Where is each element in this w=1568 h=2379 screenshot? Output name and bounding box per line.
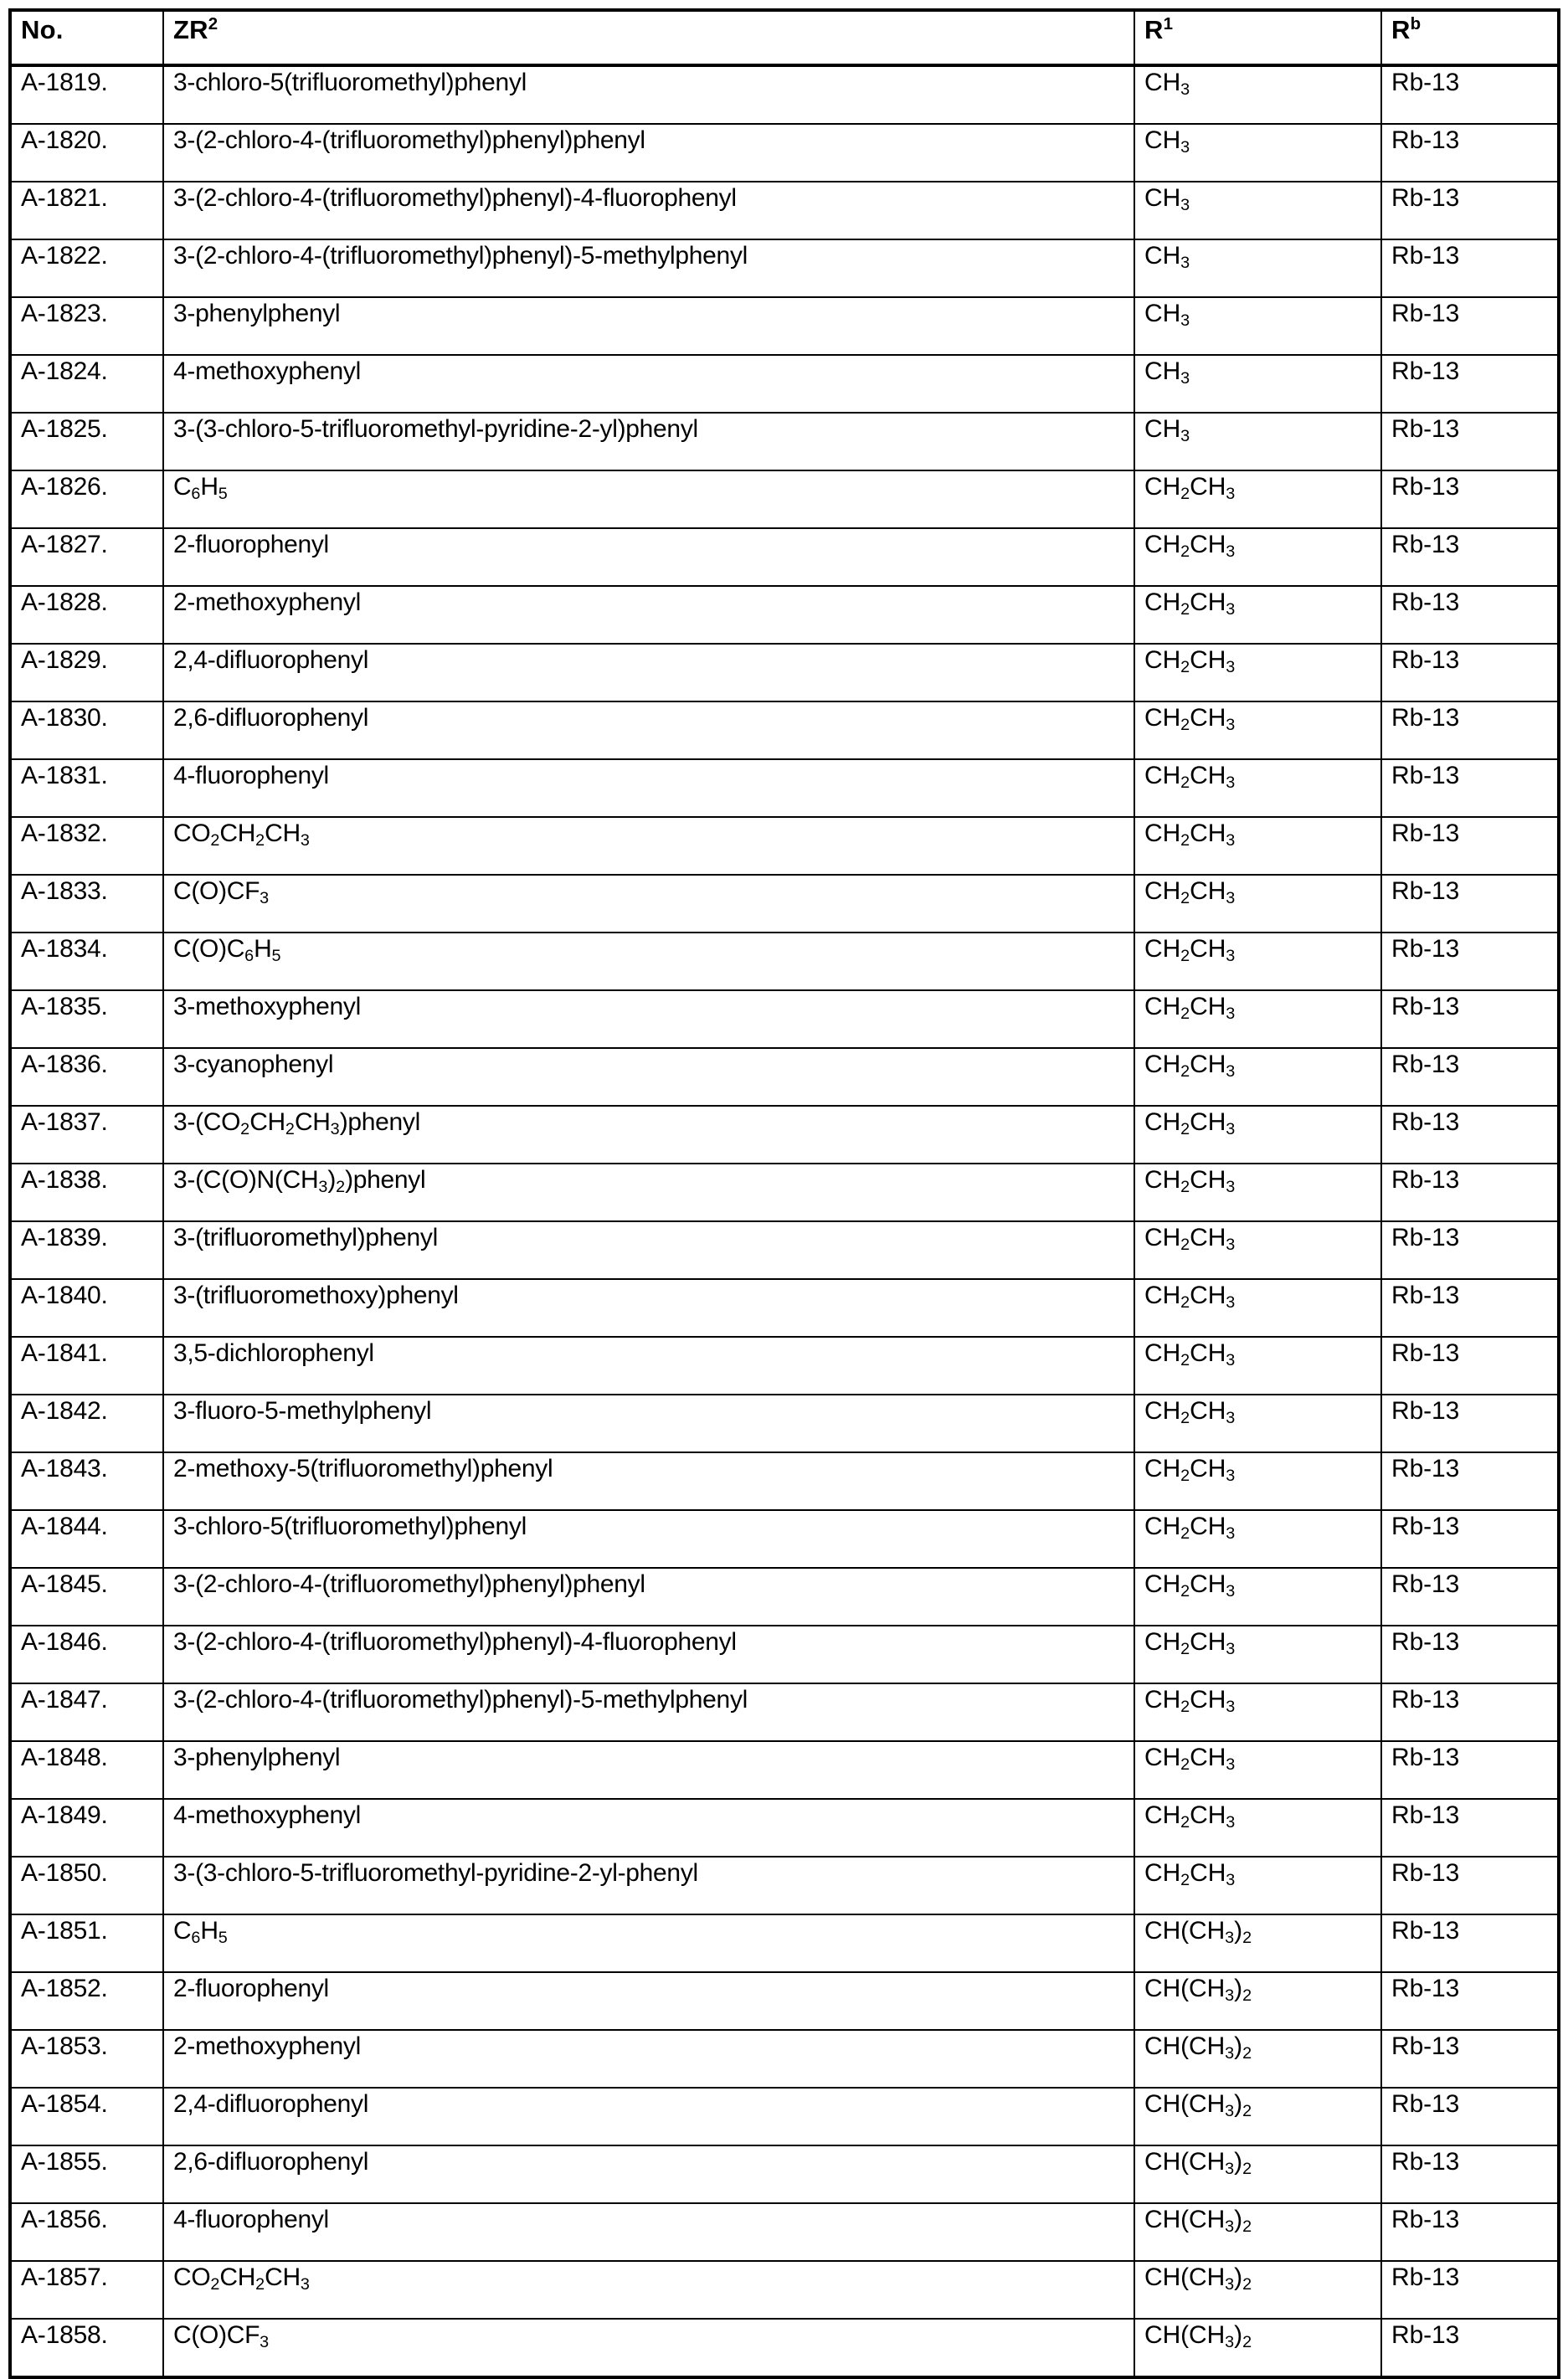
cell-r1-substituent: $CH(CH_3)_2$ xyxy=(1134,1972,1381,2030)
cell-compound-number: A-1836. xyxy=(10,1048,163,1106)
table-row xyxy=(10,413,1559,470)
cell-compound-number: A-1857. xyxy=(10,2261,163,2319)
table-row xyxy=(10,239,1559,297)
cell-zr2-substituent: $C(O)CF_3$ xyxy=(163,875,1134,933)
cell-compound-number: A-1845. xyxy=(10,1568,163,1626)
cell-r1-substituent: $CH_2CH_3$ xyxy=(1134,1683,1381,1741)
table-row xyxy=(10,2145,1559,2203)
cell-r1-substituent: $CH_3$ xyxy=(1134,182,1381,239)
table-row xyxy=(10,990,1559,1048)
cell-compound-number: A-1854. xyxy=(10,2088,163,2145)
table-row xyxy=(10,355,1559,413)
table-row xyxy=(10,65,1559,124)
table-row xyxy=(10,1395,1559,1452)
cell-rb-substituent: Rb-13 xyxy=(1381,1164,1559,1221)
cell-zr2-substituent: 4-methoxyphenyl xyxy=(163,355,1134,413)
cell-rb-substituent: Rb-13 xyxy=(1381,759,1559,817)
table-row xyxy=(10,1106,1559,1164)
cell-zr2-substituent: $C_6H_5$ xyxy=(163,470,1134,528)
cell-rb-substituent: Rb-13 xyxy=(1381,875,1559,933)
table-row xyxy=(10,297,1559,355)
cell-r1-substituent: $CH_2CH_3$ xyxy=(1134,1568,1381,1626)
cell-rb-substituent: Rb-13 xyxy=(1381,528,1559,586)
cell-compound-number: A-1828. xyxy=(10,586,163,644)
cell-compound-number: A-1825. xyxy=(10,413,163,470)
cell-r1-substituent: $CH(CH_3)_2$ xyxy=(1134,2319,1381,2377)
table-row xyxy=(10,2261,1559,2319)
table-row xyxy=(10,470,1559,528)
cell-rb-substituent: Rb-13 xyxy=(1381,297,1559,355)
cell-rb-substituent: Rb-13 xyxy=(1381,990,1559,1048)
cell-r1-substituent: $CH_3$ xyxy=(1134,355,1381,413)
cell-zr2-substituent: 3-(2-chloro-4-(trifluoromethyl)phenyl)phenyl xyxy=(163,124,1134,182)
cell-r1-substituent: $CH_2CH_3$ xyxy=(1134,1452,1381,1510)
table-row xyxy=(10,1221,1559,1279)
cell-r1-substituent: $CH_2CH_3$ xyxy=(1134,1799,1381,1857)
table-row xyxy=(10,2203,1559,2261)
cell-zr2-substituent: 3-(trifluoromethyl)phenyl xyxy=(163,1221,1134,1279)
cell-rb-substituent: Rb-13 xyxy=(1381,2261,1559,2319)
cell-rb-substituent: Rb-13 xyxy=(1381,817,1559,875)
cell-zr2-substituent: $C(O)C_6H_5$ xyxy=(163,933,1134,990)
column-header-r1: $R^1$ xyxy=(1134,10,1381,65)
table-row xyxy=(10,1914,1559,1972)
cell-r1-substituent: $CH_3$ xyxy=(1134,297,1381,355)
cell-compound-number: A-1820. xyxy=(10,124,163,182)
cell-compound-number: A-1837. xyxy=(10,1106,163,1164)
cell-compound-number: A-1823. xyxy=(10,297,163,355)
cell-r1-substituent: $CH_2CH_3$ xyxy=(1134,701,1381,759)
cell-zr2-substituent: 2,4-difluorophenyl xyxy=(163,644,1134,701)
table-row xyxy=(10,644,1559,701)
cell-rb-substituent: Rb-13 xyxy=(1381,1106,1559,1164)
table-row xyxy=(10,1452,1559,1510)
cell-compound-number: A-1855. xyxy=(10,2145,163,2203)
cell-r1-substituent: $CH(CH_3)_2$ xyxy=(1134,2030,1381,2088)
table-body xyxy=(10,65,1559,2377)
cell-r1-substituent: $CH_2CH_3$ xyxy=(1134,644,1381,701)
cell-rb-substituent: Rb-13 xyxy=(1381,1626,1559,1683)
column-header-zr2: $ZR^2$ xyxy=(163,10,1134,65)
cell-compound-number: A-1832. xyxy=(10,817,163,875)
cell-rb-substituent: Rb-13 xyxy=(1381,1221,1559,1279)
cell-zr2-substituent: $C(O)CF_3$ xyxy=(163,2319,1134,2377)
table-row xyxy=(10,1048,1559,1106)
cell-rb-substituent: Rb-13 xyxy=(1381,239,1559,297)
cell-rb-substituent: Rb-13 xyxy=(1381,470,1559,528)
cell-rb-substituent: Rb-13 xyxy=(1381,1048,1559,1106)
table-row xyxy=(10,759,1559,817)
cell-rb-substituent: Rb-13 xyxy=(1381,2145,1559,2203)
cell-zr2-substituent: 3-(2-chloro-4-(trifluoromethyl)phenyl)phenyl xyxy=(163,1568,1134,1626)
cell-zr2-substituent: 3-(2-chloro-4-(trifluoromethyl)phenyl)-4-fluorophenyl xyxy=(163,1626,1134,1683)
cell-r1-substituent: $CH_2CH_3$ xyxy=(1134,1741,1381,1799)
cell-zr2-substituent: 3-phenylphenyl xyxy=(163,1741,1134,1799)
cell-compound-number: A-1850. xyxy=(10,1857,163,1914)
cell-compound-number: A-1840. xyxy=(10,1279,163,1337)
cell-r1-substituent: $CH_2CH_3$ xyxy=(1134,1279,1381,1337)
cell-r1-substituent: $CH_2CH_3$ xyxy=(1134,1626,1381,1683)
table-row xyxy=(10,1279,1559,1337)
table-row xyxy=(10,2088,1559,2145)
cell-rb-substituent: Rb-13 xyxy=(1381,2088,1559,2145)
table-row xyxy=(10,586,1559,644)
cell-r1-substituent: $CH_2CH_3$ xyxy=(1134,586,1381,644)
cell-rb-substituent: Rb-13 xyxy=(1381,355,1559,413)
cell-rb-substituent: Rb-13 xyxy=(1381,124,1559,182)
cell-rb-substituent: Rb-13 xyxy=(1381,1395,1559,1452)
cell-compound-number: A-1834. xyxy=(10,933,163,990)
cell-r1-substituent: $CH_2CH_3$ xyxy=(1134,990,1381,1048)
cell-rb-substituent: Rb-13 xyxy=(1381,933,1559,990)
cell-compound-number: A-1846. xyxy=(10,1626,163,1683)
cell-r1-substituent: $CH(CH_3)_2$ xyxy=(1134,2145,1381,2203)
cell-rb-substituent: Rb-13 xyxy=(1381,1972,1559,2030)
cell-zr2-substituent: 3-(2-chloro-4-(trifluoromethyl)phenyl)-4-fluorophenyl xyxy=(163,182,1134,239)
cell-rb-substituent: Rb-13 xyxy=(1381,1799,1559,1857)
cell-zr2-substituent: 4-fluorophenyl xyxy=(163,759,1134,817)
cell-rb-substituent: Rb-13 xyxy=(1381,1452,1559,1510)
table-header-row xyxy=(10,10,1559,65)
table-row xyxy=(10,817,1559,875)
table-row xyxy=(10,701,1559,759)
table-row xyxy=(10,875,1559,933)
cell-compound-number: A-1851. xyxy=(10,1914,163,1972)
cell-r1-substituent: $CH_2CH_3$ xyxy=(1134,933,1381,990)
cell-zr2-substituent: 2,6-difluorophenyl xyxy=(163,2145,1134,2203)
cell-rb-substituent: Rb-13 xyxy=(1381,1568,1559,1626)
cell-zr2-substituent: 3-chloro-5(trifluoromethyl)phenyl xyxy=(163,1510,1134,1568)
cell-compound-number: A-1849. xyxy=(10,1799,163,1857)
cell-zr2-substituent: $C_6H_5$ xyxy=(163,1914,1134,1972)
cell-zr2-substituent: 3-(3-chloro-5-trifluoromethyl-pyridine-2-yl)phenyl xyxy=(163,413,1134,470)
cell-rb-substituent: Rb-13 xyxy=(1381,182,1559,239)
cell-r1-substituent: $CH_2CH_3$ xyxy=(1134,1221,1381,1279)
cell-r1-substituent: $CH(CH_3)_2$ xyxy=(1134,1914,1381,1972)
cell-zr2-substituent: 3-(3-chloro-5-trifluoromethyl-pyridine-2-yl-phenyl xyxy=(163,1857,1134,1914)
cell-zr2-substituent: 2-fluorophenyl xyxy=(163,1972,1134,2030)
cell-zr2-substituent: 3-chloro-5(trifluoromethyl)phenyl xyxy=(163,65,1134,124)
cell-zr2-substituent: 3-cyanophenyl xyxy=(163,1048,1134,1106)
cell-zr2-substituent: 3-(2-chloro-4-(trifluoromethyl)phenyl)-5-methylphenyl xyxy=(163,239,1134,297)
table-row xyxy=(10,1568,1559,1626)
cell-r1-substituent: $CH_2CH_3$ xyxy=(1134,1337,1381,1395)
table-header xyxy=(10,10,1559,65)
compound-table xyxy=(8,8,1560,2379)
table-row xyxy=(10,182,1559,239)
table-row xyxy=(10,1799,1559,1857)
cell-compound-number: A-1831. xyxy=(10,759,163,817)
cell-r1-substituent: $CH_2CH_3$ xyxy=(1134,1857,1381,1914)
cell-zr2-substituent: $3-(CO_2CH_2CH_3)phenyl$ xyxy=(163,1106,1134,1164)
cell-r1-substituent: $CH_3$ xyxy=(1134,239,1381,297)
table-row xyxy=(10,2319,1559,2377)
cell-r1-substituent: $CH_2CH_3$ xyxy=(1134,1395,1381,1452)
cell-zr2-substituent: 2-methoxyphenyl xyxy=(163,2030,1134,2088)
cell-compound-number: A-1830. xyxy=(10,701,163,759)
cell-zr2-substituent: 2,6-difluorophenyl xyxy=(163,701,1134,759)
cell-zr2-substituent: $CO_2CH_2CH_3$ xyxy=(163,2261,1134,2319)
cell-r1-substituent: $CH_2CH_3$ xyxy=(1134,1164,1381,1221)
cell-rb-substituent: Rb-13 xyxy=(1381,586,1559,644)
cell-zr2-substituent: 4-fluorophenyl xyxy=(163,2203,1134,2261)
cell-compound-number: A-1843. xyxy=(10,1452,163,1510)
cell-rb-substituent: Rb-13 xyxy=(1381,2203,1559,2261)
cell-compound-number: A-1844. xyxy=(10,1510,163,1568)
cell-compound-number: A-1839. xyxy=(10,1221,163,1279)
table-row xyxy=(10,1510,1559,1568)
cell-zr2-substituent: 3-fluoro-5-methylphenyl xyxy=(163,1395,1134,1452)
cell-zr2-substituent: 3-methoxyphenyl xyxy=(163,990,1134,1048)
cell-r1-substituent: $CH(CH_3)_2$ xyxy=(1134,2261,1381,2319)
cell-rb-substituent: Rb-13 xyxy=(1381,1683,1559,1741)
table-row xyxy=(10,1164,1559,1221)
cell-compound-number: A-1856. xyxy=(10,2203,163,2261)
cell-compound-number: A-1847. xyxy=(10,1683,163,1741)
cell-rb-substituent: Rb-13 xyxy=(1381,1741,1559,1799)
cell-r1-substituent: $CH_3$ xyxy=(1134,124,1381,182)
cell-compound-number: A-1827. xyxy=(10,528,163,586)
table-row xyxy=(10,1683,1559,1741)
cell-compound-number: A-1838. xyxy=(10,1164,163,1221)
cell-rb-substituent: Rb-13 xyxy=(1381,1279,1559,1337)
cell-r1-substituent: $CH_2CH_3$ xyxy=(1134,1510,1381,1568)
cell-compound-number: A-1842. xyxy=(10,1395,163,1452)
cell-r1-substituent: $CH_2CH_3$ xyxy=(1134,528,1381,586)
cell-rb-substituent: Rb-13 xyxy=(1381,2030,1559,2088)
cell-compound-number: A-1829. xyxy=(10,644,163,701)
cell-r1-substituent: $CH(CH_3)_2$ xyxy=(1134,2203,1381,2261)
cell-r1-substituent: $CH_3$ xyxy=(1134,413,1381,470)
table-row xyxy=(10,1337,1559,1395)
cell-compound-number: A-1858. xyxy=(10,2319,163,2377)
cell-zr2-substituent: 2,4-difluorophenyl xyxy=(163,2088,1134,2145)
cell-rb-substituent: Rb-13 xyxy=(1381,413,1559,470)
cell-compound-number: A-1824. xyxy=(10,355,163,413)
cell-compound-number: A-1835. xyxy=(10,990,163,1048)
cell-compound-number: A-1826. xyxy=(10,470,163,528)
cell-rb-substituent: Rb-13 xyxy=(1381,701,1559,759)
column-header-rb: $R^b$ xyxy=(1381,10,1559,65)
table-row xyxy=(10,2030,1559,2088)
cell-r1-substituent: $CH_2CH_3$ xyxy=(1134,1106,1381,1164)
cell-rb-substituent: Rb-13 xyxy=(1381,1857,1559,1914)
cell-compound-number: A-1852. xyxy=(10,1972,163,2030)
cell-zr2-substituent: 4-methoxyphenyl xyxy=(163,1799,1134,1857)
cell-compound-number: A-1819. xyxy=(10,65,163,124)
cell-zr2-substituent: 2-methoxy-5(trifluoromethyl)phenyl xyxy=(163,1452,1134,1510)
cell-zr2-substituent: $3-(C(O)N(CH_3)_2)phenyl$ xyxy=(163,1164,1134,1221)
cell-rb-substituent: Rb-13 xyxy=(1381,644,1559,701)
column-header-no: No. xyxy=(10,10,163,65)
cell-r1-substituent: $CH_2CH_3$ xyxy=(1134,1048,1381,1106)
cell-rb-substituent: Rb-13 xyxy=(1381,2319,1559,2377)
cell-r1-substituent: $CH_2CH_3$ xyxy=(1134,759,1381,817)
cell-compound-number: A-1853. xyxy=(10,2030,163,2088)
cell-compound-number: A-1848. xyxy=(10,1741,163,1799)
cell-r1-substituent: $CH_2CH_3$ xyxy=(1134,875,1381,933)
cell-rb-substituent: Rb-13 xyxy=(1381,1337,1559,1395)
cell-rb-substituent: Rb-13 xyxy=(1381,1510,1559,1568)
table-row xyxy=(10,933,1559,990)
cell-zr2-substituent: 2-fluorophenyl xyxy=(163,528,1134,586)
cell-zr2-substituent: 3-phenylphenyl xyxy=(163,297,1134,355)
cell-zr2-substituent: 2-methoxyphenyl xyxy=(163,586,1134,644)
table-row xyxy=(10,124,1559,182)
table-row xyxy=(10,1626,1559,1683)
cell-zr2-substituent: 3-(trifluoromethoxy)phenyl xyxy=(163,1279,1134,1337)
cell-compound-number: A-1822. xyxy=(10,239,163,297)
cell-compound-number: A-1841. xyxy=(10,1337,163,1395)
cell-r1-substituent: $CH(CH_3)_2$ xyxy=(1134,2088,1381,2145)
table-row xyxy=(10,1857,1559,1914)
cell-zr2-substituent: 3,5-dichlorophenyl xyxy=(163,1337,1134,1395)
cell-zr2-substituent: 3-(2-chloro-4-(trifluoromethyl)phenyl)-5-methylphenyl xyxy=(163,1683,1134,1741)
table-row xyxy=(10,1741,1559,1799)
cell-r1-substituent: $CH_2CH_3$ xyxy=(1134,817,1381,875)
cell-compound-number: A-1821. xyxy=(10,182,163,239)
cell-zr2-substituent: $CO_2CH_2CH_3$ xyxy=(163,817,1134,875)
cell-r1-substituent: $CH_3$ xyxy=(1134,65,1381,124)
cell-compound-number: A-1833. xyxy=(10,875,163,933)
cell-rb-substituent: Rb-13 xyxy=(1381,1914,1559,1972)
table-row xyxy=(10,1972,1559,2030)
table-row xyxy=(10,528,1559,586)
cell-r1-substituent: $CH_2CH_3$ xyxy=(1134,470,1381,528)
cell-rb-substituent: Rb-13 xyxy=(1391,69,1460,96)
